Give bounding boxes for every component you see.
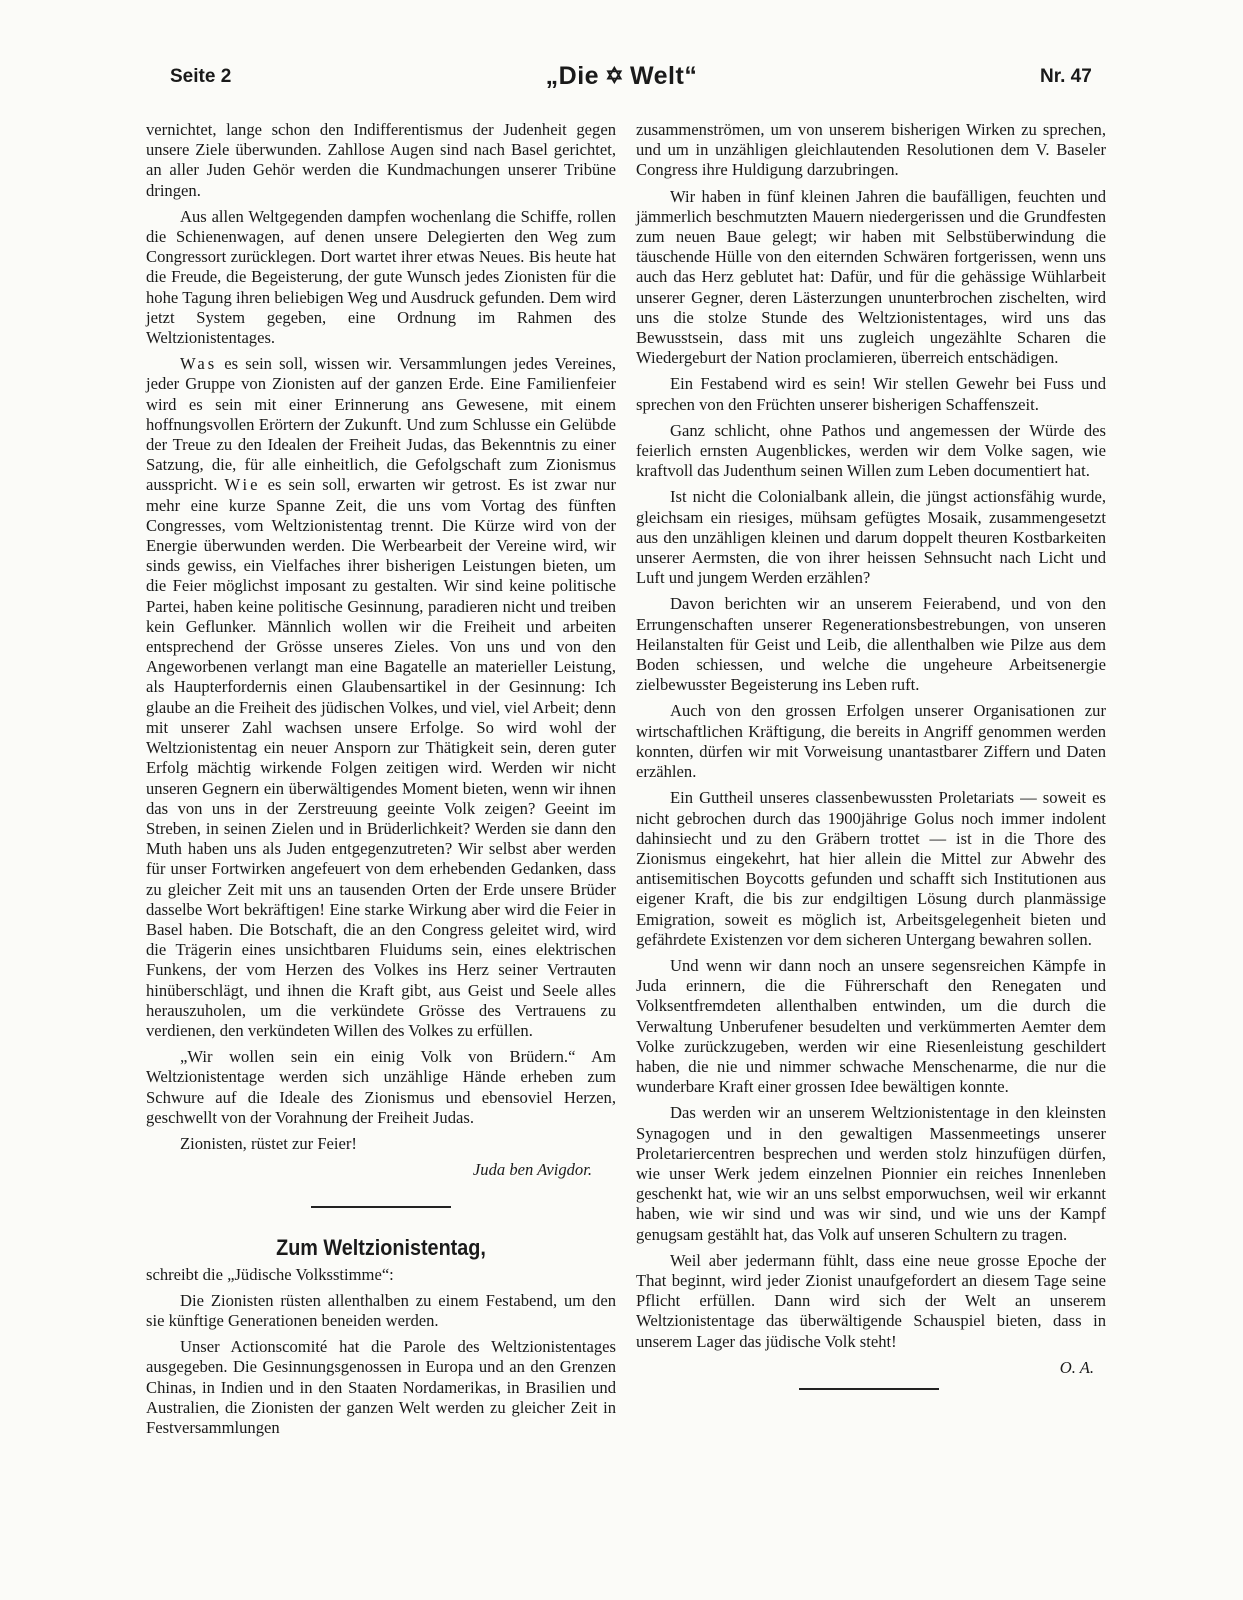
paragraph: Ein Guttheil unseres classenbewussten Proletariats — soweit es nicht gebrochen durch das 1900jährige Golus noch immer indolent dahinsiecht und zu den Gräbern trottet — ist in die Thore des Zionismus eingekehrt, hat hier allein die Mittel zur Abwehr des antisemitischen Boycotts gefunden und schafft sich Institutionen aus eigener Kraft, die bis zur endgiltigen Lösung durch planmässige Emigration, soweit es möglich ist, Arbeitsgelegenheit bieten und gefährdete Existenzen vor dem sicheren Untergang bewahren sollen.	[636, 788, 1106, 949]
paragraph: Zionisten, rüstet zur Feier!	[180, 1133, 357, 1153]
paragraph	[146, 354, 616, 1041]
paragraph: Auch von den grossen Erfolgen unserer Organisationen zur wirtschaftlichen Kräftigung, die bereits in Angriff genommen werden konnten, dürfen wir mit Vorweisung unantastbarer Ziffern und Daten erzählen.	[636, 701, 1106, 782]
star-of-david-icon: ✡	[605, 63, 624, 88]
paragraph: Die Zionisten rüsten allenthalben zu einem Festabend, um den sie künftige Generationen beneiden werden.	[146, 1290, 616, 1330]
section-divider	[311, 1206, 451, 1208]
spaced-word: Was	[180, 354, 218, 374]
paragraph: Das werden wir an unserem Weltzionistentage in den kleinsten Synagogen und in den gewaltigen Massenmeetings unserer Proletariercentren besprechen und werden stolz hinzufügen dürfen, wie unser Werk jedem einzelnen Pionnier ein reiches Innenleben geschenkt hat, wie wir an uns selbst emporwuchsen, weil wir erkannt haben, wie wir sind und was wir sind, und wie uns der Kampf genugsam gestählt hat, das Volk auf unseren Schultern zu tragen.	[636, 1103, 1106, 1244]
masthead-title-left: „Die	[545, 62, 600, 90]
paragraph: Weil aber jedermann fühlt, dass eine neue grosse Epoche der That beginnt, wird jeder Zionist unaufgefordert an diesem Tage seine Pflicht erfüllen. Dann wird sich der Welt an unserem Weltzionistentage das überwältigende Schauspiel bieten, dass in unserem Lager das jüdische Volk steht!	[636, 1250, 1106, 1351]
paragraph-text: es sein soll, erwarten wir getrost. Es ist zwar nur mehr eine kurze Spanne Zeit, die uns vom Vortag des fünften Congresses, vom Weltzionistentag trennt. Die Kürze wird von der Energie überwunden werden. Die Werbearbeit der Vereine wird, wir sinds gewiss, ein Vielfaches ihrer bisherigen Leistungen bieten, um die Feier möglichst imposant zu gestalten. Wir sind keine politische Partei, haben keine politische Gesinnung, paradieren nicht und treiben kein Geflunker. Männlich wollen wir die Freiheit und arbeiten entsprechend der Grösse unseres Zieles. Von uns und von den Angeworbenen verlangt man eine Bagatelle an materieller Leistung, als Haupterfordernis einen Glaubensartikel in der Gesinnung: Ich glaube an die Freiheit des jüdischen Volkes, und viel, viel Arbeit; denn mit unserer Zahl wachsen unsere Erfolge. So wird wohl der Weltzionistentag ein neuer Ansporn zur Thätigkeit sein, deren guter Erfolg mächtig wirkende Folgen zeitigen wird. Werden wir nicht unseren Gegnern ein überwältigendes Moment bieten, wenn wir ihnen das von uns in der Zerstreuung geeinte Volk zeigen? Geeint im Streben, in seinen Zielen und in Brüderlichkeit? Werden sie dann den Muth haben uns als Juden entgegenzutreten? Wir selbst aber werden für unser Fortwirken angefeuert von dem erhebenden Gedanken, dass zu gleicher Zeit mit uns an tausenden Orten der Erde unsere Brüder dasselbe Wort bekräftigen! Eine starke Wirkung aber wird die Feier in Basel haben. Die Botschaft, die an den Congress geleitet wird, wird die Trägerin eines unsichtbaren Fluidums sein, eines elektrischen Funkens, der vom Herzen des Volkes ins Herz seiner Vertrauten hinüberschlägt, und ihnen die Kraft gibt, aus Geist und Seele alles herauszuholen, um die verkündete Grösse des Vertrauens zu verdienen, den verkündeten Willen des Volkes zu erfüllen.	[146, 475, 616, 1040]
paragraph: Ganz schlicht, ohne Pathos und angemessen der Würde des feierlich ernsten Augenblickes, werden wir dem Volke sagen, wie kraftvoll das Judenthum seinen Willen zum Leben documentiert hat.	[636, 420, 1106, 481]
paragraph: zusammenströmen, um von unserem bisherigen Wirken zu sprechen, und um in unzähligen gleichlautenden Resolutionen dem V. Baseler Congress ihre Huldigung darzubringen.	[636, 120, 1106, 180]
paragraph: vernichtet, lange schon den Indifferentismus der Judenheit gegen unsere Ziele überwunden. Zahllose Augen sind nach Basel gerichtet, an aller Juden Gehör werden die Kundmachungen unserer Tribüne dringen.	[146, 120, 616, 200]
page-header	[0, 0, 1243, 110]
page-number: Seite 2	[170, 66, 232, 87]
author-signature: Juda ben Avigdor.	[472, 1160, 592, 1180]
paragraph: Unser Actionscomité hat die Parole des Weltzionistentages ausgegeben. Die Gesinnungsgenossen in Europa und an den Grenzen Chinas, in Indien und in den Staaten Nordamerikas, in Brasilien und Australien, die Zionisten der ganzen Welt werden zu gleicher Zeit in Festversammlungen	[146, 1337, 616, 1437]
paragraph: „Wir wollen sein ein einig Volk von Brüdern.“ Am Weltzionistentage werden sich unzählige Hände erheben zum Schwure auf die Ideale des Zionismus und ebensoviel Herzen, geschwellt von der Vorahnung der Freiheit Judas.	[146, 1047, 616, 1127]
paragraph: Aus allen Weltgegenden dampfen wochenlang die Schiffe, rollen die Schienenwagen, auf denen unsere Delegierten den Weg zum Congressort zurücklegen. Dort wartet ihrer etwas Neues. Bis heute hat die Freude, die Begeisterung, der gute Wunsch jedes Zionisten für die hohe Tagung ihren beliebigen Weg und Ausdruck gefunden. Dem wird jetzt System gegeben, eine Ordnung im Rahmen des Weltzionistentages.	[146, 206, 616, 348]
left-column	[146, 120, 616, 1444]
issue-number: Nr. 47	[1040, 66, 1092, 87]
masthead-title-right: Welt“	[630, 62, 698, 90]
paragraph: Davon berichten wir an unserem Feierabend, und von den Errungenschaften unserer Regenerationsbestrebungen, von unseren Heilanstalten für Geist und Leib, die allenthalben wie Pilze aus dem Boden schiessen, und welche die ungeheure Arbeitsenergie zielbewusster Begeisterung ins Leben ruft.	[636, 594, 1106, 695]
spaced-word: Wie	[224, 475, 261, 495]
paragraph: Ein Festabend wird es sein! Wir stellen Gewehr bei Fuss und sprechen von den Früchten unserer bisherigen Schaffenszeit.	[636, 374, 1106, 414]
author-signature: O. A.	[1059, 1357, 1094, 1377]
paragraph: Ist nicht die Colonialbank allein, die jüngst actionsfähig wurde, gleichsam ein riesiges, mühsam gefügtes Mosaik, zusammengesetzt aus den unzähligen kleinen und darum doppelt theuren Kostbarkeiten unserer Aermsten, die von ihrer heissen Sehnsucht nach Licht und Luft und jungem Werden erzählen?	[636, 487, 1106, 588]
paragraph: Und wenn wir dann noch an unsere segensreichen Kämpfe in Juda erinnern, die die Führerschaft den Renegaten und Volksentfremdeten allenthalben entwinden, um die durch die Verwaltung Unberufener besudelten und verkümmerten Aemter dem Volke zurückzugeben, werden wir eine Riesenleistung geschildert haben, die nie und nimmer schwache Menschenarme, die nur die wunderbare Kraft einer grossen Idee bewältigen konnte.	[636, 955, 1106, 1097]
paragraph: Wir haben in fünf kleinen Jahren die baufälligen, feuchten und jämmerlich beschmutzten Mauern niedergerissen und die Grundfesten zum neuen Baue gelegt; wir haben mit Selbstüberwindung die täuschende Hülle von den eiternden Schwären fortgerissen, wenn uns auch das Herz geblutet hat: Dafür, und für die gehässige Wühlarbeit unserer Gegner, deren Lästerzungen ununterbrochen zischelten, wird uns die stolze Stunde des Weltzionistentages, wird uns das Bewusstsein, dass mit uns zugleich ungezählte Scharen die Wiedergeburt der Nation proclamieren, überreich entschädigen.	[636, 186, 1106, 368]
paragraph-text: es sein soll, wissen wir. Versammlungen jedes Vereines, jeder Gruppe von Zionisten auf der ganzen Erde. Eine Familienfeier wird es sein mit einer Erinnerung ans Gewesene, mit einem hoffnungsvollen Erörtern der Zukunft. Und zum Schlusse ein Gelübde der Treue zu den Idealen der Freiheit Judas, das Bekenntnis zu einer Satzung, die, für alle einheitlich, die Gefolgschaft zum Zionismus ausspricht.	[146, 354, 616, 495]
right-column	[636, 120, 1106, 1390]
article-title: Zum Weltzionistentag,	[276, 1235, 486, 1261]
section-divider	[799, 1388, 939, 1390]
article-subline: schreibt die „Jüdische Volksstimme“:	[146, 1264, 394, 1284]
